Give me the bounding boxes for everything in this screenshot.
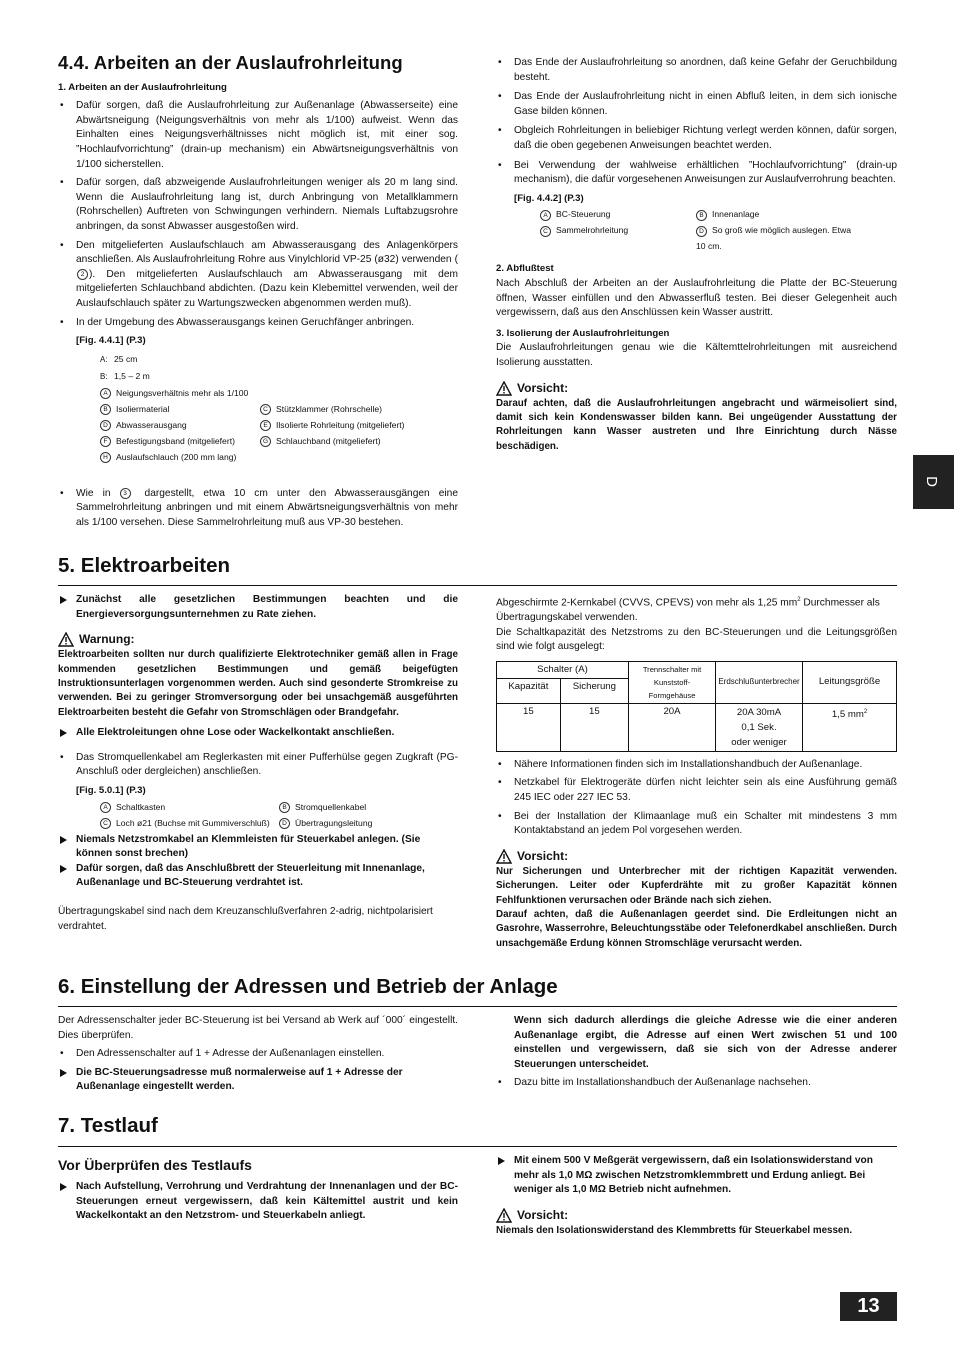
arrow-item: Alle Elektroleitungen ohne Lose oder Wackelkontakt anschließen. <box>58 726 458 741</box>
circled-letter: C <box>540 226 551 237</box>
figure-legend <box>496 206 897 254</box>
section-4-4-left <box>58 52 458 530</box>
subheading: Vor Überprüfen des Testlaufs <box>58 1157 252 1173</box>
legend-item: G Schlauchband (mitgeliefert) <box>260 433 420 449</box>
language-tab: D <box>913 455 954 509</box>
caution-text: Darauf achten, daß die Auslaufrohrleitungen angebracht und wärmeisoliert sind, damit sich kein Kondenswasser bilden kann. Bei ungeügender Ausstattung der Rohrleitungen kann Wasser austreten und Ihre Einrichtung durch Nässe beschädigen. <box>496 397 897 452</box>
paragraph: Nach Abschluß der Arbeiten an der Auslaufrohrleitung die Platte der BC-Steuerung öffnen, Wasser einfüllen und den Abwasserfluß testen. Bei dieser Gelegenheit auch vergewissern, daß aus den Anschlüssen kein Wasser austritt. <box>496 277 897 319</box>
circled-letter: A <box>540 210 551 221</box>
bullet-item: • Netzkabel für Elektrogeräte dürfen nicht leichter sein als eine Ausführung gemäß 245 IEC oder 227 IEC 53. <box>496 776 897 805</box>
paragraph: Übertragungskabel sind nach dem Kreuzanschlußverfahren 2-adrig, nichtpolarisiert verdrahtet. <box>58 905 433 932</box>
arrow-item: Zunächst alle gesetzlichen Bestimmungen beachten und die Energieversorgungsunternehmen zu Rate ziehen. <box>58 593 458 622</box>
warning-triangle-icon <box>58 632 74 647</box>
paragraph: Wenn sich dadurch allerdings die gleiche Adresse wie die einer anderen Außenanlage ergibt, die Adresse auf einen Wert zwischen 51 und 100 einstellen und vergewissern, daß sie sich von der Adresse anderer Steuerungen unterscheidet. <box>514 1015 897 1070</box>
caution-text: Darauf achten, daß die Außenanlagen geerdet sind. Die Erdleitungen nicht an Gasrohre, Wasserrohre, Beleuchtungsstäbe oder Telefonerdkabel anschließen. Durch unsachgemäße Erdung können Stromschläge verursacht werden. <box>496 908 897 949</box>
legend-item: C Stützklammer (Rohrschelle) <box>260 401 420 417</box>
warning-heading: Warnung: <box>58 632 458 648</box>
circled-letter: D <box>100 420 111 431</box>
warning-text: Elektroarbeiten sollten nur durch qualifizierte Elektrotechniker gemäß allen in Frage kommenden gesetzlichen Bestimmungen und gemäß beigefügten Instruktionsunterlagen vorgenommen werden. Auch sind gesonderte Stromkreise zu verwenden. Bei zu geringer Stromversorgung oder bei unsachgemäß ausgeführten Elektroarbeiten besteht die Gefahr von Stromschlägen oder Brandgefahr. <box>58 649 458 718</box>
legend-item: H Auslaufschlauch (200 mm lang) <box>100 449 260 465</box>
subheading-2: 2. Abflußtest <box>496 263 554 275</box>
circled-letter: A <box>100 388 111 399</box>
section-5-title: 5. Elektroarbeiten <box>58 554 231 577</box>
section-6-left <box>58 1014 458 1095</box>
paragraph: Abgeschirmte 2-Kernkabel (CVVS, CPEVS) von mehr als 1,25 $mm^2$ Durchmesser als Übertragungskabel verwenden. <box>496 597 880 623</box>
legend-item: A Schaltkasten <box>100 799 279 815</box>
caution-heading: Vorsicht: <box>496 381 897 397</box>
circled-letter: C <box>260 404 271 415</box>
bullet-item: • Bei der Installation der Klimaanlage muß ein Schalter mit mindestens 3 mm Kontaktabstand an jedem Pol vorgesehen werden. <box>496 810 897 839</box>
arrow-item: Niemals Netzstromkabel an Klemmleisten für Steuerkabel anlegen. (Sie können sonst brechen) <box>58 833 458 862</box>
arrow-item: Mit einem 500 V Meßgerät vergewissern, daß ein Isolationswiderstand von mehr als 1,0 MΩ zwischen Netzstromklemmbrett und Erdung anliegt. Bei weniger als 1,0 MΩ Betrieb nicht aufnehmen. <box>496 1154 897 1198</box>
warning-triangle-icon <box>496 381 512 396</box>
circled-number: 2 <box>77 269 88 280</box>
section-6-title: 6. Einstellung der Adressen und Betrieb der Anlage <box>58 975 558 998</box>
bullet-item: • Den mitgelieferten Auslaufschlauch am Abwasserausgang des Anlagenkörpers anschließen. Als Auslaufrohrleitung Rohre aus Vinylchlorid VP-25 (ø32) verwenden (2 ). Den mitgelieferten Auslaufschlauch am Abwasserausgang mit dem mitgelieferten Schlauchband abdichten. (Dazu kein Klebemittel verwenden, weil der Auslaufschlauch später zu Wartungszwecken abgenommen werden muß). <box>58 239 458 312</box>
caution-text: Niemals den Isolationswiderstand des Klemmbretts für Steuerkabel messen. <box>496 1224 853 1236</box>
subheading-3: 3. Isolierung der Auslaufrohrleitungen <box>496 327 670 339</box>
bullet-item: • Das Ende der Auslaufrohrleitung so anordnen, daß keine Gefahr der Geruchbildung besteht. <box>496 56 897 85</box>
figure-legend <box>58 799 458 831</box>
paragraph: Die Auslaufrohrleitungen genau wie die Kältemttelrohrleitungen mit ausreichend Isolierung ausstatten. <box>496 342 897 368</box>
circled-number: 3 <box>120 488 131 499</box>
bullet-item: • Den Adressenschalter auf 1 + Adresse der Außenanlagen einstellen. <box>58 1047 458 1062</box>
circled-letter: F <box>100 436 111 447</box>
circled-letter: B <box>100 404 111 415</box>
section-7-title: 7. Testlauf <box>58 1114 158 1137</box>
divider <box>58 1146 897 1147</box>
bullet-item: • In der Umgebung des Abwasserausgangs keinen Geruchfänger anbringen. <box>58 316 458 331</box>
section-7-right <box>496 1154 897 1238</box>
circled-letter: H <box>100 452 111 463</box>
section-5-left <box>58 593 458 934</box>
warning-triangle-icon <box>496 1208 512 1223</box>
caution-heading: Vorsicht: <box>496 1208 897 1224</box>
legend-item: D So groß wie möglich auslegen. Etwa 10 cm. <box>696 225 852 252</box>
electrical-table: Schalter (A) Trennschalter mit Kunststoff-Formgehäuse Erdschlußunterbrecher Leitungsgröße Kapazität Sicherung 15 15 20A 20A 30mA 0,1 Sek. oder weniger 1,5 $mm^2$ <box>496 661 897 752</box>
figure-ref: [Fig. 4.4.1] (P.3) <box>76 335 146 347</box>
subheading-1: 1. Arbeiten an der Auslaufrohrleitung <box>58 81 227 93</box>
section-5-right <box>496 593 897 951</box>
legend-item: D Übertragungsleitung <box>279 815 458 831</box>
circled-letter: G <box>260 436 271 447</box>
bullet-item: • Wie in 3 dargestellt, etwa 10 cm unter den Abwasserausgängen eine Sammelrohrleitung anbringen und mit einem Abwärtsneigungsverhältnis von mehr als 1/100 versehen. Diese Sammelrohrleitung muß aus VP-30 bestehen. <box>58 487 458 531</box>
arrow-item: Nach Aufstellung, Verrohrung und Verdrahtung der Innenanlagen und der BC-Steuerungen erneut vergewissern, daß kein Kältemittel austrit und kein Wackelkontakt an den Netzstrom- und Steuerkabeln anliegt. <box>58 1180 458 1224</box>
circled-letter: D <box>279 818 290 829</box>
section-4-4-right <box>496 56 897 454</box>
bullet-item: • Dafür sorgen, daß abzweigende Auslaufrohrleitungen weniger als 20 m lang sind. Wenn die Auslaufrohrleitung lang ist, durch Anbringung von Metallklammern (Rohrschellen) Auftreten von Schwingungen verhindern. Niemals Luftabzugsrohre anbringen, da sonst Abwasser ausgestoßen wird. <box>58 176 458 234</box>
figure-ref: [Fig. 4.4.2] (P.3) <box>514 192 584 204</box>
arrow-item: Die BC-Steuerungsadresse muß normalerweise auf 1 + Adresse der Außenanlage eingestellt werden. <box>58 1066 458 1095</box>
bullet-item: • Obgleich Rohrleitungen in beliebiger Richtung verlegt werden können, dafür sorgen, daß die oben gegebenen Anweisungen beachtet werden. <box>496 124 897 153</box>
legend-item: D Abwasserausgang <box>100 417 260 433</box>
bullet-item: • Das Ende der Auslaufrohrleitung nicht in einen Abfluß leiten, in dem sich ionische Gase bilden können. <box>496 90 897 119</box>
circled-letter: B <box>696 210 707 221</box>
legend-item: B Stromquellenkabel <box>279 799 458 815</box>
legend-item: C Sammelrohrleitung <box>540 222 696 254</box>
circled-letter: A <box>100 802 111 813</box>
legend-item: A Neigungsverhältnis mehr als 1/100 <box>100 385 260 401</box>
figure-ref: [Fig. 5.0.1] (P.3) <box>76 785 146 796</box>
legend-item: E Ilsolierte Rohrleitung (mitgeliefert) <box>260 417 420 433</box>
legend-item: B Isoliermaterial <box>100 401 260 417</box>
legend-item: C Loch ø21 (Buchse mit Gummiverschluß) <box>100 815 279 831</box>
bullet-item: • Dazu bitte im Installationshandbuch der Außenanlage nachsehen. <box>496 1076 897 1091</box>
circled-letter: B <box>279 802 290 813</box>
legend-item: F Befestigungsband (mitgeliefert) <box>100 433 260 449</box>
divider <box>58 585 897 586</box>
page-number: 13 <box>840 1292 897 1321</box>
section-7-left <box>58 1156 458 1224</box>
warning-triangle-icon <box>496 849 512 864</box>
circled-letter: E <box>260 420 271 431</box>
bullet-item: • Das Stromquellenkabel am Reglerkasten mit einer Pufferhülse gegen Zugkraft (PG-Anschluß oder dergleichen) anschließen. <box>58 751 458 780</box>
bullet-item: • Nähere Informationen finden sich im Installationshandbuch der Außenanlage. <box>496 758 897 773</box>
arrow-item: Dafür sorgen, daß das Anschlußbrett der Steuerleitung mit Innenanlage, Außenanlage und BC-Steuerung verdrahtet ist. <box>58 862 458 891</box>
paragraph: Der Adressenschalter jeder BC-Steuerung ist bei Versand ab Werk auf ´000´ eingestellt. Dies überprüfen. <box>58 1015 458 1041</box>
figure-legend: A: 25 cm B: 1,5 – 2 m A Neigungsverhältnis mehr als 1/100 B Isoliermaterial C Stützklammer (Rohrschelle) D Abwasserausgang E Ilsolierte Rohrleitung (mitgeliefert) F Befestigungsband (mitgeliefert) G Schlauchband (mitgeliefert) H Auslaufschlauch (200 mm lang) <box>58 351 458 465</box>
legend-item: B Innenanlage <box>696 206 852 222</box>
caution-heading: Vorsicht: <box>496 849 897 865</box>
section-4-4-title: 4.4. Arbeiten an der Auslaufrohrleitung <box>58 52 403 73</box>
bullet-item: • Bei Verwendung der wahlweise erhältlichen ”Hochlaufvorrichtung” (drain-up mechanism), die dafür vorgesehenen Anweisungen zur Auslaufverrohrung beachten. <box>496 159 897 188</box>
section-6-right <box>496 1014 897 1091</box>
bullet-item: • Dafür sorgen, daß die Auslaufrohrleitung zur Außenanlage (Abwasserseite) eine Abwärtsneigung (Neigungsverhältnis von mehr als 1/100) aufweist. Wenn das Einhalten eines Neigungsverhältnisses nicht möglich ist, mit einer sog. ”Hochlaufvorrichtung” (drain-up mechanism) ein Abwärtsneigungsverhältnis von 1/100 sicherstellen. <box>58 99 458 172</box>
divider <box>58 1006 897 1007</box>
paragraph: Die Schaltkapazität des Netzstroms zu den BC-Steuerungen und die Leitungsgrößen sind wie folgt ausgelegt: <box>496 626 897 653</box>
caution-text: Nur Sicherungen und Unterbrecher mit der richtigen Kapazität verwenden. Sicherungen. Leiter oder Kupferdrähte mit zu großer Kapazität können Fehlfunktionen verursachen oder Brände nach sich ziehen. <box>496 865 897 906</box>
circled-letter: C <box>100 818 111 829</box>
legend-item: A BC-Steuerung <box>540 206 696 222</box>
circled-letter: D <box>696 226 707 237</box>
